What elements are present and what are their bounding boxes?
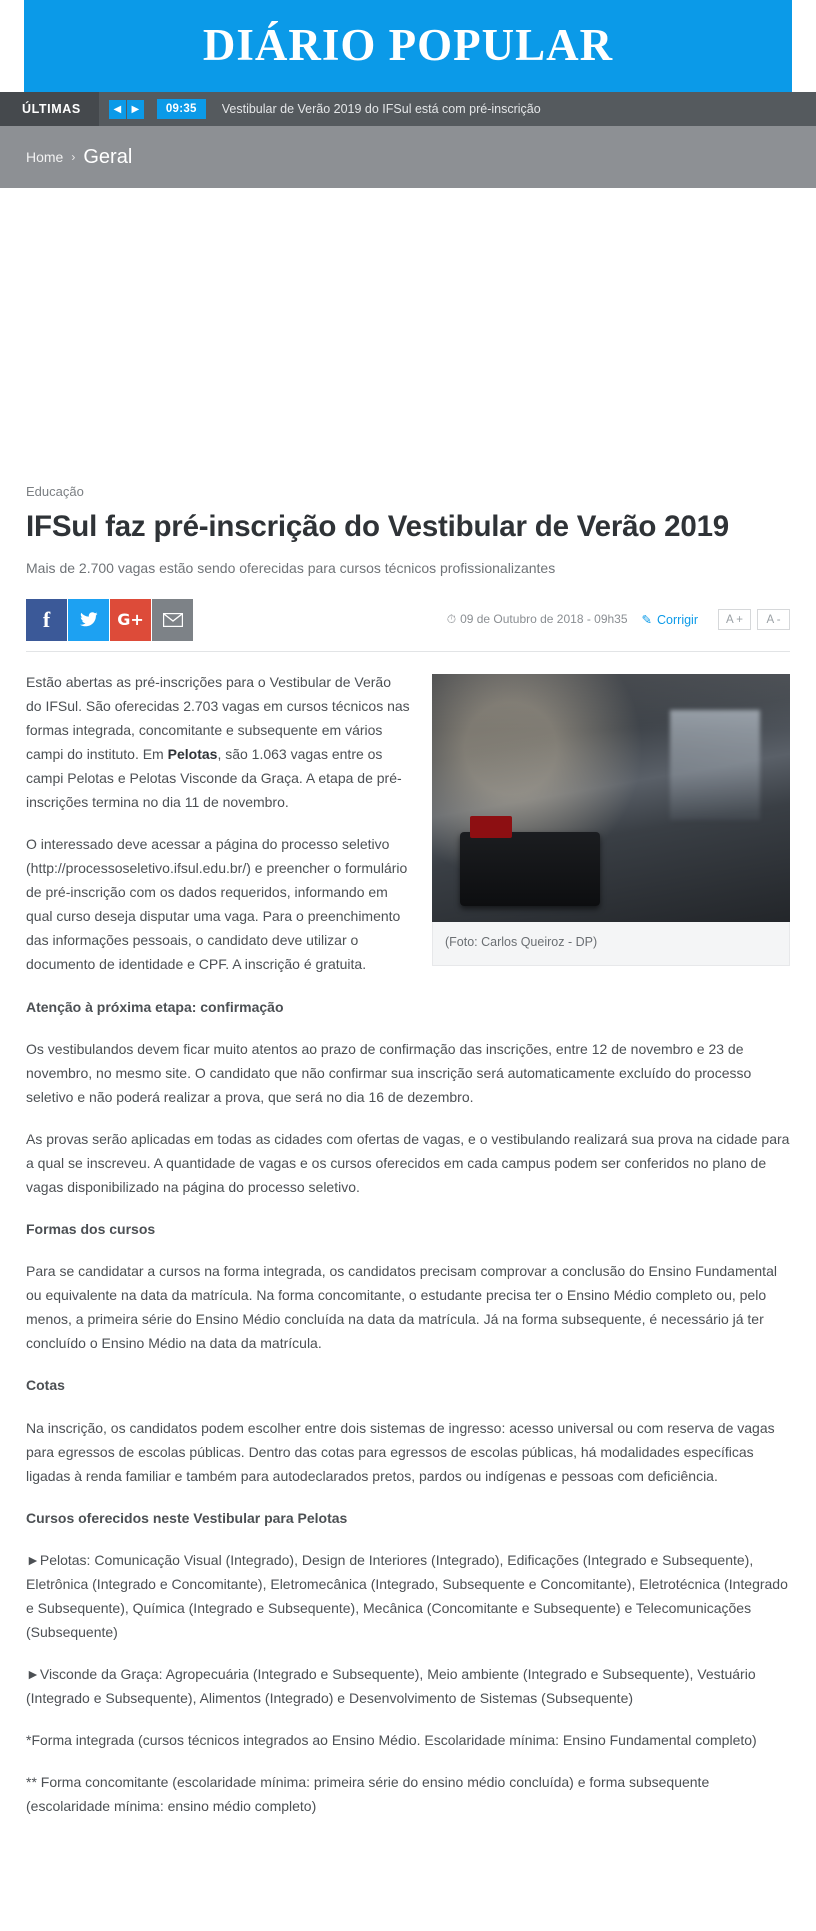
- facebook-share-icon[interactable]: f: [26, 599, 68, 641]
- correct-label: Corrigir: [657, 612, 698, 627]
- heading-cursos: Cursos oferecidos neste Vestibular para Pelotas: [26, 1509, 348, 1526]
- share-buttons: [26, 599, 194, 641]
- article-photo: [432, 674, 790, 922]
- clock-icon: ⏱: [446, 612, 457, 627]
- page-title: IFSul faz pré-inscrição do Vestibular de Verão 2019: [26, 510, 729, 543]
- chevron-right-icon[interactable]: ▶: [127, 100, 144, 119]
- chevron-left-icon[interactable]: ◀: [109, 100, 126, 119]
- paragraph-7: ►Pelotas: Comunicação Visual (Integrado), Design de Interiores (Integrado), Edificações (Integrado e Subsequente), Eletrônica (Integrado e Concomitante), Eletromecânica (Integrado, Subsequente e Concomitante), Eletrotécnica (Integrado e Subsequente), Química (Integrado e Subsequente), Mecânica (Concomitante e Subsequente) e Telecomunicações (Subsequente): [26, 1551, 788, 1641]
- paragraph-2: O interessado deve acessar a página do processo seletivo (http://processoseletivo.ifsul.edu.br/) e preencher o formulário de pré-inscrição com os dados requeridos, informando em qual curso deseja disputar uma vaga. Para o preenchimento das informações pessoais, o candidato deve utilizar o documento de identidade e CPF. A inscrição é gratuita.: [26, 836, 408, 973]
- article-category[interactable]: Educação: [26, 484, 84, 499]
- article-meta-row: [26, 599, 790, 641]
- article-figure: [432, 674, 790, 967]
- breadcrumb: [0, 126, 816, 188]
- breadcrumb-current: Geral: [83, 145, 133, 168]
- site-masthead: [0, 0, 816, 92]
- heading-confirmacao: Atenção à próxima etapa: confirmação: [26, 998, 284, 1015]
- correct-link[interactable]: [642, 612, 698, 627]
- font-decrease-button[interactable]: A -: [757, 609, 790, 630]
- site-logo-text: DIÁRIO POPULAR: [202, 20, 614, 70]
- paragraph-8: ►Visconde da Graça: Agropecuária (Integrado e Subsequente), Meio ambiente (Integrado e Subsequente), Vestuário (Integrado e Subsequente), Alimentos (Integrado) e Desenvolvimento de Sistemas (Subsequente): [26, 1666, 756, 1707]
- latest-news-ticker: [0, 92, 816, 126]
- meta-divider: [26, 651, 790, 652]
- photo-caption: (Foto: Carlos Queiroz - DP): [432, 922, 790, 967]
- ticker-label: ÚLTIMAS: [0, 92, 99, 126]
- ad-slot: [0, 188, 816, 484]
- site-logo[interactable]: [168, 10, 648, 80]
- email-share-icon[interactable]: [152, 599, 194, 641]
- masthead-right-gutter: [792, 0, 816, 92]
- article-meta-right: [447, 609, 790, 630]
- breadcrumb-separator: ›: [71, 150, 76, 164]
- article-date: [447, 612, 628, 627]
- photo-glow: [670, 710, 760, 820]
- paragraph-1-bold: Pelotas: [167, 745, 218, 762]
- googleplus-share-icon[interactable]: G+: [110, 599, 152, 641]
- paragraph-6: Na inscrição, os candidatos podem escolher entre dois sistemas de ingresso: acesso universal ou com reserva de vagas para egressos de escolas públicas. Dentro das cotas para egressos de escolas públicas, há modalidades específicas ligadas à renda familiar e também para autodeclarados pretos, pardos ou indígenas e pessoas com deficiência.: [26, 1419, 775, 1484]
- article-date-text: 09 de Outubro de 2018 - 09h35: [460, 612, 628, 627]
- photo-robot-subject: [460, 832, 600, 906]
- article: [0, 484, 816, 1837]
- paragraph-10: ** Forma concomitante (escolaridade mínima: primeira série do ensino médio concluída) e forma subsequente (escolaridade mínima: ensino médio completo): [26, 1774, 710, 1815]
- ticker-arrows: [109, 100, 145, 119]
- font-increase-button[interactable]: A +: [718, 609, 751, 630]
- twitter-share-icon[interactable]: [68, 599, 110, 641]
- ticker-headline-link[interactable]: Vestibular de Verão 2019 do IFSul está com pré-inscrição: [221, 102, 541, 116]
- masthead-left-gutter: [0, 0, 24, 92]
- paragraph-4: As provas serão aplicadas em todas as cidades com ofertas de vagas, e o vestibulando realizará sua prova na cidade para a qual se inscreveu. A quantidade de vagas e os cursos oferecidos em cada campus podem ser conferidos no plano de vagas disponibilizado na página do processo seletivo.: [26, 1130, 790, 1195]
- font-size-controls: [718, 609, 790, 630]
- heading-cotas: Cotas: [26, 1377, 65, 1394]
- paragraph-1a: Estão abertas as pré-inscrições para o Vestibular de Verão do IFSul. São oferecidas 2.703 vagas em cursos técnicos nas formas integrada, concomitante e subsequente em vários campi do instituto. Em: [26, 673, 410, 762]
- ticker-time: 09:35: [157, 99, 206, 119]
- breadcrumb-home[interactable]: Home: [26, 149, 64, 165]
- heading-formas: Formas dos cursos: [26, 1221, 156, 1238]
- paragraph-1b: , são 1.063 vagas entre os campi Pelotas e Pelotas Visconde da Graça. A etapa de pré-inscrições termina no dia 11 de novembro.: [26, 745, 402, 810]
- article-body: [26, 670, 790, 1837]
- paragraph-9: *Forma integrada (cursos técnicos integrados ao Ensino Médio. Escolaridade mínima: Ensino Fundamental completo): [26, 1732, 757, 1749]
- paragraph-3: Os vestibulandos devem ficar muito atentos ao prazo de confirmação das inscrições, entre 12 de novembro e 23 de novembro, no mesmo site. O candidato que não confirmar sua inscrição será automaticamente excluído do processo seletivo e não poderá realizar a prova, que será no dia 16 de dezembro.: [26, 1040, 752, 1105]
- pencil-icon: ✎: [641, 613, 653, 628]
- article-subtitle: Mais de 2.700 vagas estão sendo oferecidas para cursos técnicos profissionalizantes: [26, 559, 556, 576]
- paragraph-5: Para se candidatar a cursos na forma integrada, os candidatos precisam comprovar a conclusão do Ensino Fundamental ou equivalente na data da matrícula. Na forma concomitante, o estudante precisa ter o Ensino Médio completo ou, pelo menos, a primeira série do Ensino Médio concluída na data da matrícula. Já na forma subsequente, é necessário já ter concluído o Ensino Médio na data da matrícula.: [26, 1263, 777, 1352]
